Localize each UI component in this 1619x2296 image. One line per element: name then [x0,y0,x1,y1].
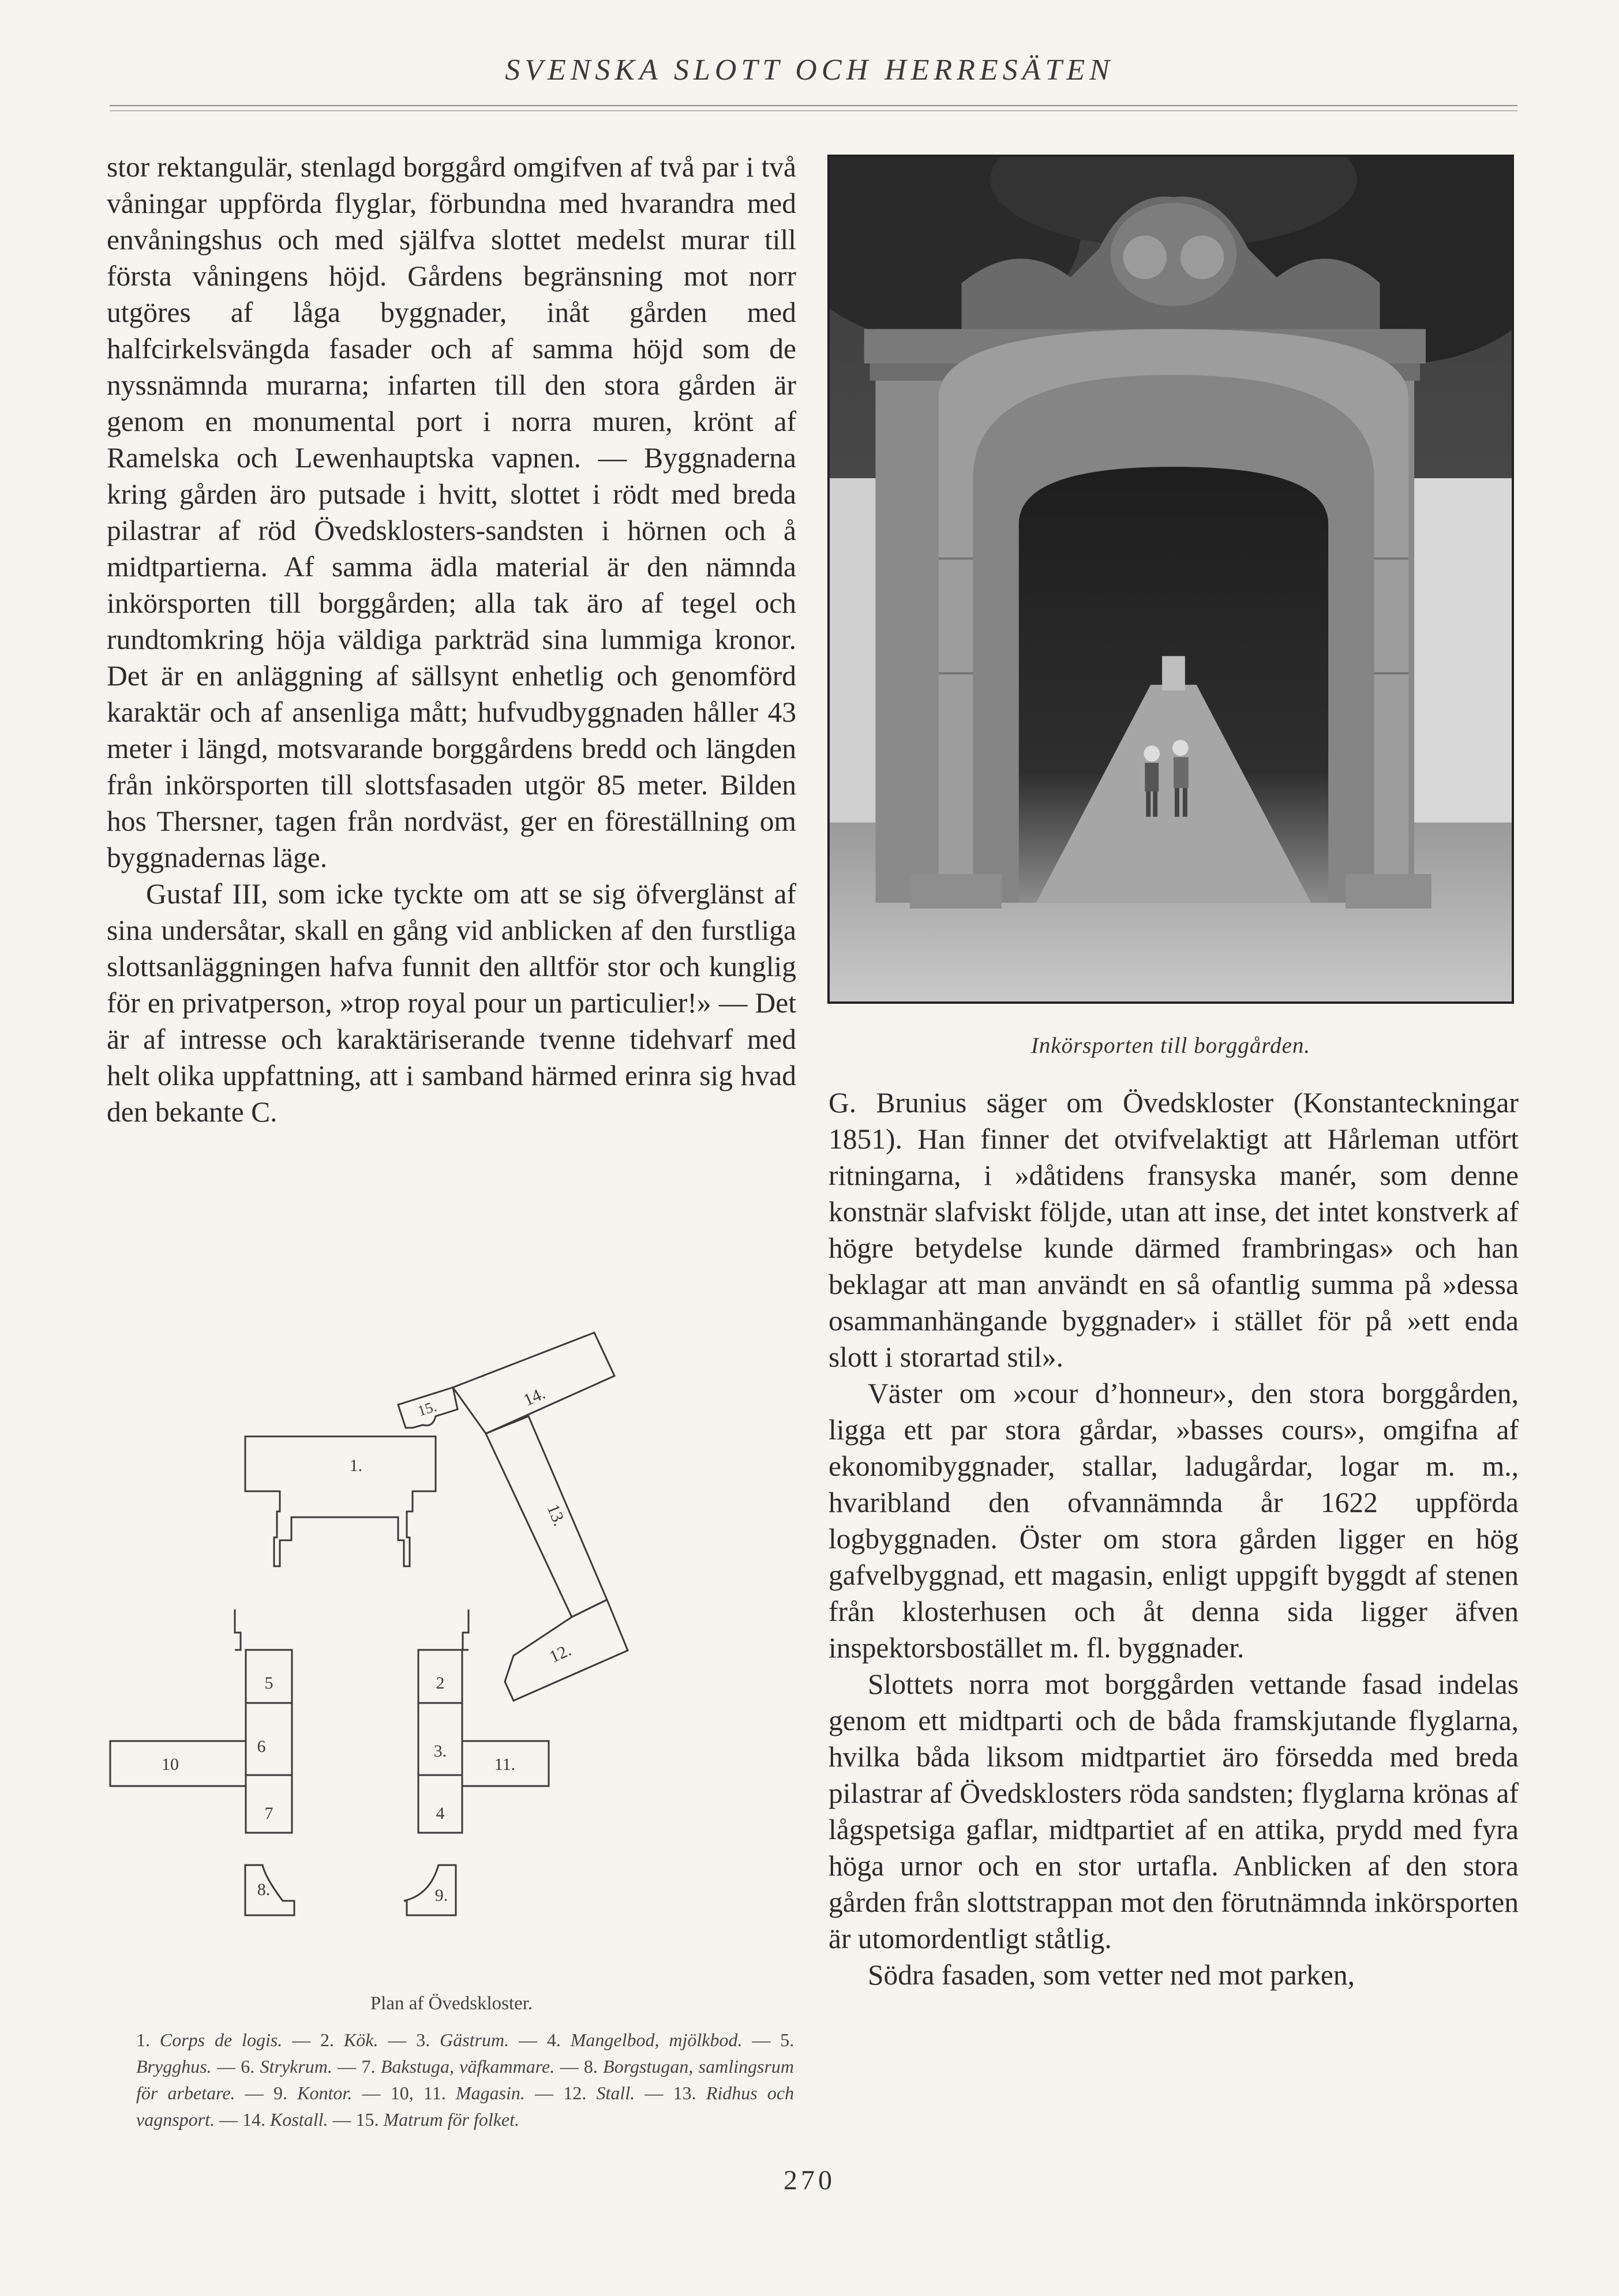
legend-item: — 4. Mangelbod, mjölkbod. [518,2029,743,2050]
building-6 [246,1703,292,1775]
building-1-outline [245,1436,436,1566]
plan-label-8: 8. [257,1880,271,1899]
plan-label-6: 6 [257,1737,266,1756]
legend-item: — 3. Gästrum. [388,2029,509,2050]
plan-legend [136,2027,794,2133]
building-13 [486,1416,607,1617]
legend-item: — 8. Borgstugan, samlingsrum för arbetare. [136,2056,794,2103]
left-paragraph-1: stor rektangulär, stenlagd borggård omgifven af två par i två våningar uppförda flyglar, förbundna med hvarandra med envåningshus och med själfva slottet medelst murar till första våningens höjd. Gårdens begränsning mot norr utgöres af låga byggnader, inåt gården med halfcirkelsvängda fasader och af samma höjd som de nyssnämnda murarna; infarten till den stora gården är genom en monumental port i norra muren, krönt af Ramelska och Lewenhauptska vapnen. — Byggnaderna kring gården äro putsade i hvitt, slottet i rödt med breda pilastrar af röd Övedsklosters-sandsten i hörnen och å midtpartierna. Af samma ädla material är den nämnda inkörsporten till borggården; alla tak äro af tegel och rundtomkring höja väldiga parkträd sina lummiga kronor. Det är en anläggning af sällsynt enhetlig och genomförd karaktär och af ansenliga mått; hufvudbyggnaden håller 43 meter i längd, motsvarande borggårdens bredd och längden från inkörsporten till slottsfasaden utgör 85 meter. Bilden hos Thersner, tagen från nordväst, ger en föreställning om byggnadernas läge. [107,151,796,873]
legend-item: — 13. Ridhus och vagnsport. [136,2083,794,2130]
left-paragraph-2: Gustaf III, som icke tyckte om att se sig öfverglänst af sina undersåtar, skall en gång vid anblicken af den furstliga slottsanläggningen hafva funnit den alltför stor och kunglig för en privatperson, »trop royal pour un particulier!» — Det är af intresse och karaktäriserande tvenne tidehvarf med helt olika uppfattning, att i samband härmed erinra sig hvad den bekante C. [107,878,796,1128]
plan-label-14: 14. [520,1383,548,1410]
plan-label-1: 1. [349,1456,363,1475]
building-9 [404,1865,456,1915]
plan-label-11: 11. [494,1755,516,1774]
right-paragraph-1: G. Brunius säger om Övedskloster (Konstanteckningar 1851). Han finner det otvifvelaktigt att Hårleman utfört ritningarna, i »dåtidens fransyska manér, som denne konstnär slafviskt följde, utan att inse, det intet konstverk af högre betydelse kunde därmed frambringas» och han beklagar att man användt en så ofantlig summa på »dessa osammanhängande byggnader» i stället för på »ett enda slott i storartad stil». [829,1087,1519,1373]
site-plan [107,1318,796,1990]
left-text-column [107,149,796,1130]
site-plan-drawing [107,1318,796,1990]
legend-item: — 10, 11. Magasin. [362,2083,525,2103]
plan-label-15: 15. [415,1398,439,1420]
legend-item: — 14. Kostall. [219,2109,328,2130]
header-rule [110,105,1517,111]
legend-item: — 7. Bakstuga, väfkammare. [338,2056,555,2077]
legend-item: — 5. Brygghus. [136,2029,794,2077]
legend-item: — 12. Stall. [535,2083,635,2103]
building-14 [453,1333,614,1434]
legend-item: — 6. Strykrum. [216,2056,332,2077]
plan-label-3: 3. [433,1742,447,1761]
plan-label-2: 2 [436,1674,445,1693]
plan-label-9: 9. [434,1886,448,1905]
gate-photo [827,155,1514,1004]
right-text-column [829,1085,1519,1993]
plan-label-13: 13. [543,1501,569,1529]
legend-item: — 15. Matrum för folket. [332,2109,519,2130]
plan-label-4: 4 [436,1804,445,1823]
plan-label-12: 12. [546,1640,574,1667]
legend-item: — 9. Kontor. [245,2083,353,2103]
photo-caption: Inkörsporten till borggården. [1030,1033,1311,1058]
running-head: SVENSKA SLOTT OCH HERRESÄTEN [505,54,1114,87]
right-paragraph-2: Väster om »cour d’honneur», den stora borggården, ligga ett par stora gårdar, »basses cours», omgifna af ekonomibyggnader, stallar, ladugårdar, logar m. m., hvaribland den ofvannämnda år 1622 uppförda logbyggnaden. Öster om stora gården ligger en hög gafvelbyggnad, ett magasin, enligt uppgift byggdt af stenen från klosterhusen och åt denna sida ligger äfven inspektorsbostället m. fl. byggnader. [829,1378,1519,1664]
plan-label-10: 10 [162,1755,179,1774]
monumental-gate-photo-icon [830,157,1512,1001]
plan-title: Plan af Övedskloster. [370,1993,533,2014]
plan-label-5: 5 [264,1674,273,1693]
page-number: 270 [784,2165,835,2196]
east-wing-tip [463,1610,469,1650]
legend-item: — 2. Kök. [292,2029,378,2050]
west-wing-tip [235,1610,241,1650]
legend-item: 1. Corps de logis. [136,2029,283,2050]
right-paragraph-3: Slottets norra mot borggården vettande fasad indelas genom ett midtparti och de båda framskjutande flyglarna, hvilka båda liksom midtpartiet äro försedda med breda pilastrar af Övedsklosters röda sandsten; flyglarna krönas af lågspetsiga gaflar, midtpartiet af en attika, prydd med fyra höga urnor och en stor urtafla. Anblicken af den stora gården från slottstrappan mot den förutnämnda inkörsporten är utomordentligt ståtlig. [829,1668,1519,1954]
right-paragraph-4: Södra fasaden, som vetter ned mot parken, [868,1959,1355,1991]
building-3 [418,1703,462,1775]
plan-label-7: 7 [264,1804,273,1823]
